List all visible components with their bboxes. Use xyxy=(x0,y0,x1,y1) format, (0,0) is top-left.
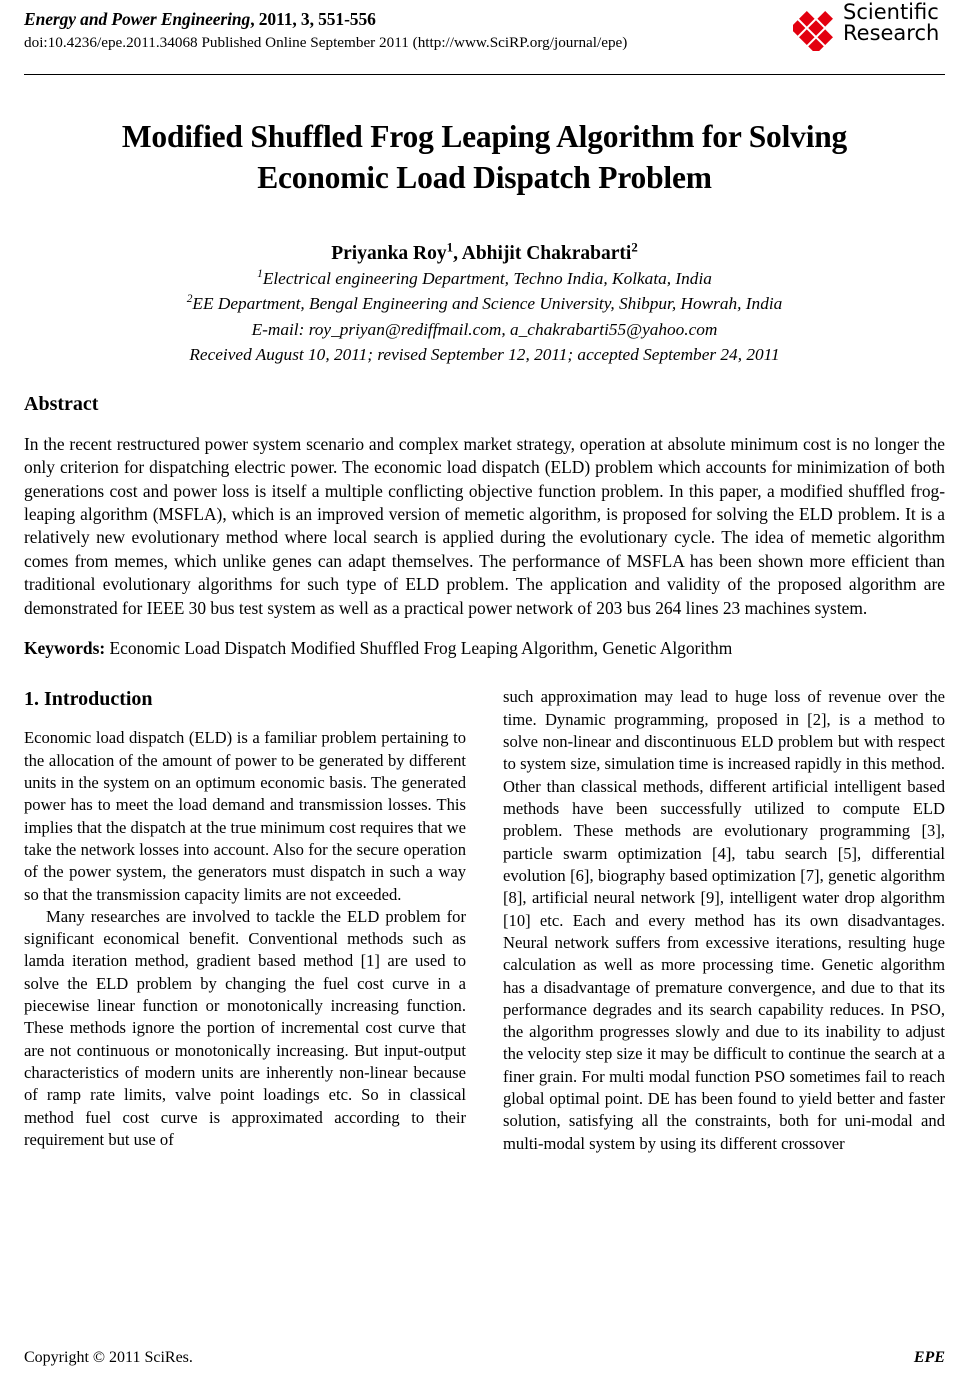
affiliation-1 xyxy=(24,268,945,290)
author-name-2: Abhijit Chakrabarti xyxy=(461,242,632,264)
journal-abbreviation: EPE xyxy=(913,1349,945,1366)
abstract-heading: Abstract xyxy=(24,392,99,415)
page-title: Modified Shuffled Frog Leaping Algorithm for Solving Economic Load Dispatch Problem xyxy=(121,119,848,195)
email-label: E-mail xyxy=(251,319,299,339)
intro-paragraph-2: Many researches are involved to tackle the ELD problem for significant economical benefit. Conventional methods such as lamda iteration method, gradient based method [1] are used to solve the ELD problem by changing the fuel cost curve in a piecewise linear function or monotonically increasing function. These methods ignore the portion of incremental cost curve that are not continuous or monotonically increasing. But input-output characteristics of modern units are inherently non-linear because of ramp rate limits, valve point loadings etc. So in classical method fuel cost curve is approximated according to their requirement but use of xyxy=(24,906,466,1149)
author-affil-marker-2: 2 xyxy=(631,240,638,255)
publisher-logo xyxy=(793,2,945,54)
masthead-divider xyxy=(24,74,945,75)
right-column xyxy=(503,686,945,1246)
journal-issue: , 2011, 3, 551-556 xyxy=(250,9,376,29)
email-addresses[interactable]: roy_priyan@rediffmail.com, a_chakrabarti55@yahoo.com xyxy=(308,319,718,339)
keywords-line xyxy=(24,637,945,660)
email-line xyxy=(24,319,945,341)
publisher-logo-line1: Scientific xyxy=(843,0,939,24)
email-separator: : xyxy=(298,319,309,339)
body-columns xyxy=(24,686,945,1246)
author-affil-marker-1: 1 xyxy=(446,240,454,255)
affiliation-2 xyxy=(24,293,945,315)
affiliation-marker-1: 1 xyxy=(257,268,263,281)
keywords-value: Economic Load Dispatch Modified Shuffled Frog Leaping Algorithm, Genetic Algorithm xyxy=(105,638,733,659)
journal-name: Energy and Power Engineering xyxy=(24,9,251,29)
abstract-body: In the recent restructured power system scenario and complex market strategy, operation at absolute minimum cost is no longer the only criterion for dispatching electric power. The economic load dispatch (ELD) problem which accounts for minimization of both generations cost and power loss is itself a multiple conflicting objective function problem. In this paper, a modified shuffled frog-leaping algorithm (MSFLA), which is an improved version of memetic algorithm, is proposed for solving the ELD problem. It is a relatively new evolutionary method where local search is applied during the evolutionary cycle. The idea of memetic algorithm comes from memes, which unlike genes can adapt themselves. The performance of MSFLA has been shown more efficient than traditional evolutionary algorithms for such type of ELD problem. The application and validity of the proposed algorithm are demonstrated for IEEE 30 bus test system as well as a practical power network of 203 bus 264 lines 23 machines system. xyxy=(24,433,945,618)
author-separator: , xyxy=(453,242,462,264)
affiliation-marker-2: 2 xyxy=(186,293,193,306)
page-footer xyxy=(24,1349,945,1367)
left-column xyxy=(24,686,466,1246)
copyright-notice: Copyright © 2011 SciRes. xyxy=(24,1349,193,1366)
intro-paragraph-3: such approximation may lead to huge loss of revenue over the time. Dynamic programming, proposed in [2], is a method to solve non-linear and discontinuous ELD problem but with respect to system size, simulation time is increased rapidly in this method. Other than classical methods, different artificial intelligent based methods have been successfully utilized to compute ELD problem. These methods are evolutionary programming [3], particle swarm optimization [4], tabu search [5], differential evolution [6], biography based optimization [7], genetic algorithm [8], artificial neural network [9], intelligent water drop algorithm [10] etc. Each and every method has its own disadvantages. Neural network suffers from excessive iterations, resulting huge calculation as well as more processing time. Genetic algorithm has a disadvantage of premature convergence, and due to that its performance degrades and its search capability reduces. In PSO, the algorithm progresses slowly and due to its inability to adjust the velocity step size it may be difficult to continue the search at a finer grain. For multi modal function PSO sometimes fail to reach global optimal point. DE has been found to yield better and faster solution, satisfying all the constraints, both for uni-modal and multi-modal system by using its different crossover xyxy=(503,687,945,1153)
intro-paragraph-1: Economic load dispatch (ELD) is a familiar problem pertaining to the allocation of the amount of power to be generated by different units in the system on an optimum economic basis. The generated power has to meet the load demand and transmission losses. This implies that the dispatch at the true minimum cost requires that we take the network losses into account. Also for the secure operation of the power system, the generators must dispatch in such a way so that the transmission capacity limits are not exceeded. xyxy=(24,728,466,904)
publisher-logo-wordmark xyxy=(843,2,939,45)
submission-dates-line: Received August 10, 2011; revised September 12, 2011; accepted September 24, 2011 xyxy=(189,345,780,365)
affiliation-text-1: Electrical engineering Department, Techno India, Kolkata, India xyxy=(262,268,712,288)
keywords-label: Keywords: xyxy=(24,638,106,659)
section-heading-introduction: 1. Introduction xyxy=(24,688,153,711)
doi-line: doi:10.4236/epe.2011.34068 Published Online September 2011 (http://www.SciRP.org/journal/epe) xyxy=(24,34,628,51)
masthead xyxy=(24,0,945,70)
publisher-logo-line2: Research xyxy=(843,21,940,46)
scientific-research-diamond-logo-icon xyxy=(793,5,839,51)
author-name-1: Priyanka Roy xyxy=(331,242,447,264)
journal-citation-line xyxy=(24,9,814,30)
masthead-text xyxy=(24,9,814,52)
affiliation-text-2: EE Department, Bengal Engineering and Science University, Shibpur, Howrah, India xyxy=(192,294,783,314)
author-list xyxy=(24,240,945,265)
